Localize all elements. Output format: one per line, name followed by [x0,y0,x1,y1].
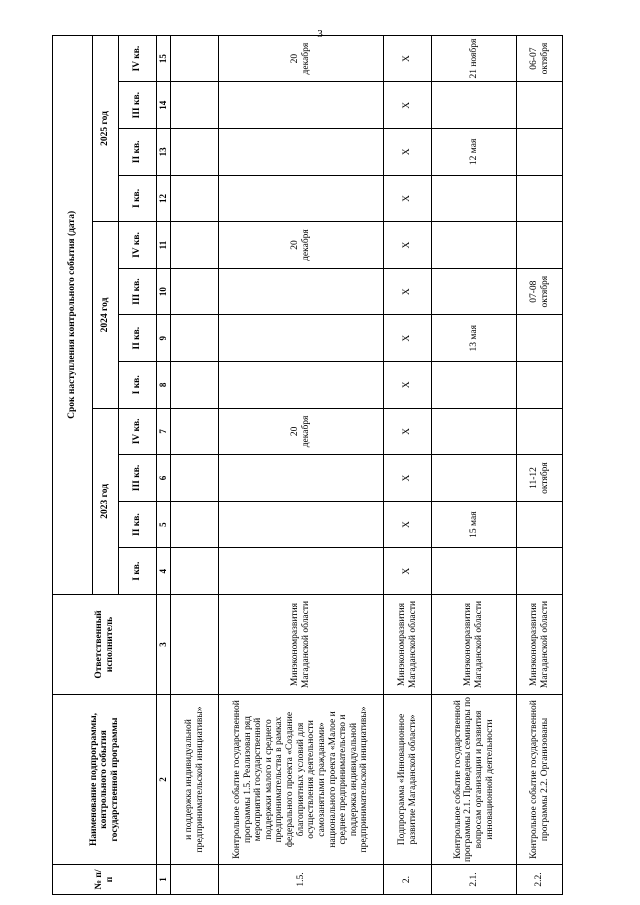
control-events-table [52,35,563,895]
date-cell [517,82,563,129]
column-number: 13 [157,129,171,176]
column-number: 2 [157,695,171,865]
date-cell [517,175,563,222]
column-number: 3 [157,595,171,695]
header-quarter: IV кв. [119,222,157,269]
header-quarter: II кв. [119,315,157,362]
date-cell [171,82,219,129]
date-cell [171,129,219,176]
date-cell [219,501,384,548]
date-cell [219,268,384,315]
date-cell [517,548,563,595]
date-cell [517,501,563,548]
column-number: 1 [157,865,171,895]
date-cell: X [384,175,432,222]
date-cell: 12 мая [432,129,517,176]
header-quarter: III кв. [119,455,157,502]
header-quarter: I кв. [119,175,157,222]
date-cell: X [384,315,432,362]
column-number: 6 [157,455,171,502]
row-responsible: Минэкономразвития Магаданской области [517,595,563,695]
column-number: 7 [157,408,171,455]
table-row [432,35,517,894]
table-row [219,35,384,894]
header-name: Наименование подпрограммы, контрольного события государственной программы [53,695,157,865]
date-cell [171,35,219,82]
row-name: и поддержка индивидуальной предпринимательской инициативы» [171,695,219,865]
header-term: Срок наступления контрольного события (дата) [53,35,93,594]
date-cell: 20 декабря [219,222,384,269]
date-cell [517,222,563,269]
date-cell: X [384,455,432,502]
date-cell [432,362,517,409]
date-cell: 20 декабря [219,35,384,82]
row-responsible [171,595,219,695]
date-cell: X [384,268,432,315]
date-cell [171,362,219,409]
date-cell: X [384,548,432,595]
date-cell: X [384,408,432,455]
row-name: Подпрограмма «Инновационное развитие Магаданской области» [384,695,432,865]
date-cell [219,129,384,176]
date-cell [219,175,384,222]
header-num: № п/п [53,865,157,895]
date-cell: X [384,82,432,129]
date-cell [219,362,384,409]
header-quarter: III кв. [119,82,157,129]
date-cell [171,175,219,222]
column-number: 10 [157,268,171,315]
date-cell: 20 декабря [219,408,384,455]
column-number: 4 [157,548,171,595]
header-year: 2023 год [93,408,119,594]
date-cell [219,548,384,595]
rotated-table-container [52,35,562,895]
date-cell [171,548,219,595]
date-cell: X [384,222,432,269]
column-number: 14 [157,82,171,129]
date-cell [432,455,517,502]
date-cell [171,222,219,269]
date-cell [171,455,219,502]
date-cell [219,82,384,129]
row-name: Контрольное событие государственной программы 2.1. Проведены семинары по вопросам организации и развития инновационной деятельности [432,695,517,865]
row-number [171,865,219,895]
row-responsible: Минэкономразвития Магаданской области [219,595,384,695]
header-quarter: IV кв. [119,408,157,455]
date-cell [171,315,219,362]
date-cell: 21 ноября [432,35,517,82]
date-cell [432,82,517,129]
date-cell: X [384,35,432,82]
row-responsible: Минэкономразвития Магаданской области [384,595,432,695]
header-quarter: I кв. [119,548,157,595]
table-row [517,35,563,894]
row-name: Контрольное событие государственной программы 1.5. Реализован ряд мероприятий государственной поддержки малого и среднего предпринимательства в рамках федерального проекта «Создание благоприятных условий для осуществления деятельности самозанятыми гражданами» национального проекта «Малое и среднее предпринимательство и поддержка индивидуальной предпринимательской инициативы» [219,695,384,865]
table-row [171,35,219,894]
column-number: 15 [157,35,171,82]
date-cell: 07-08 октября [517,268,563,315]
column-number: 11 [157,222,171,269]
date-cell [432,408,517,455]
date-cell: X [384,362,432,409]
date-cell [517,408,563,455]
date-cell [432,175,517,222]
column-number: 12 [157,175,171,222]
row-name: Контрольное событие государственной программы 2.2. Организованы [517,695,563,865]
row-number: 1.5. [219,865,384,895]
header-quarter: III кв. [119,268,157,315]
column-number: 9 [157,315,171,362]
date-cell [432,268,517,315]
row-number: 2. [384,865,432,895]
date-cell: X [384,129,432,176]
date-cell: X [384,501,432,548]
header-responsible: Ответственный исполнитель [53,595,157,695]
header-quarter: II кв. [119,501,157,548]
date-cell [219,315,384,362]
table-row [384,35,432,894]
date-cell [517,362,563,409]
date-cell [171,501,219,548]
row-number: 2.1. [432,865,517,895]
header-quarter: I кв. [119,362,157,409]
date-cell [432,548,517,595]
date-cell: 06-07 октября [517,35,563,82]
row-responsible: Минэкономразвития Магаданской области [432,595,517,695]
date-cell [219,455,384,502]
page-number: 3 [317,28,323,40]
date-cell: 15 мая [432,501,517,548]
header-year: 2025 год [93,35,119,222]
date-cell [171,408,219,455]
date-cell: 13 мая [432,315,517,362]
date-cell [517,129,563,176]
header-quarter: IV кв. [119,35,157,82]
column-number: 5 [157,501,171,548]
header-year: 2024 год [93,222,119,408]
date-cell [171,268,219,315]
date-cell: 11-12 октября [517,455,563,502]
row-number: 2.2. [517,865,563,895]
header-quarter: II кв. [119,129,157,176]
date-cell [432,222,517,269]
date-cell [517,315,563,362]
column-number: 8 [157,362,171,409]
